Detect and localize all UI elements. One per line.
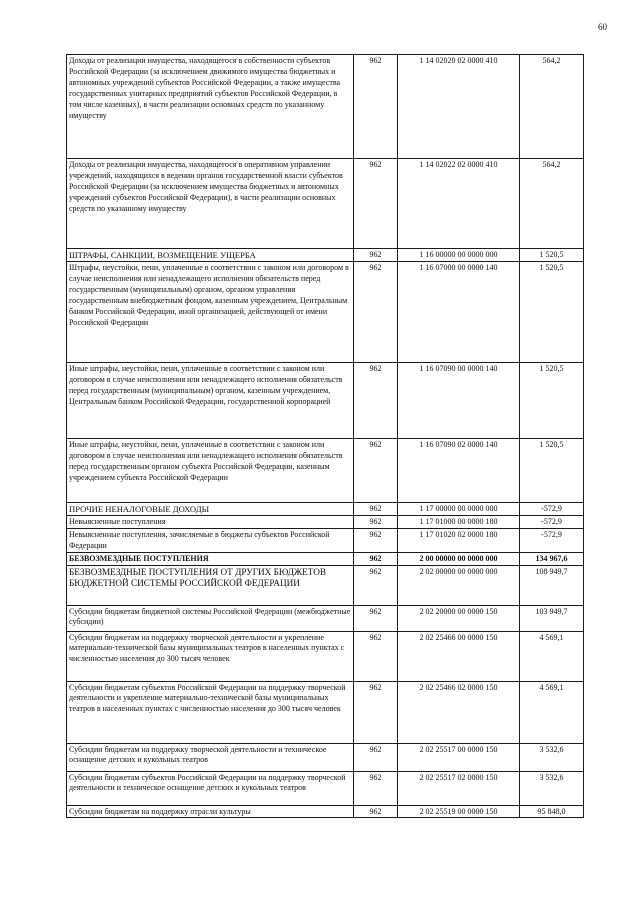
budget-classification-code-cell: 1 17 00000 00 0000 000 (398, 503, 520, 516)
amount-cell: -572,9 (520, 528, 584, 552)
table-row (67, 552, 584, 565)
table-row (67, 743, 584, 771)
table-row (67, 363, 584, 439)
amount-cell: 1 520,5 (520, 439, 584, 503)
administrator-code-cell: 962 (354, 55, 398, 159)
administrator-code-cell: 962 (354, 363, 398, 439)
amount-cell: 95 848,0 (520, 805, 584, 818)
table-row (67, 159, 584, 249)
administrator-code-cell: 962 (354, 805, 398, 818)
amount-cell: 134 967,6 (520, 552, 584, 565)
page-number: 60 (598, 22, 607, 32)
revenue-description-cell: Доходы от реализации имущества, находящегося в собственности субъектов Российской Федерации (за исключением движимого имущества бюджетных и автономных учреждений субъектов Российской Федерации, а также имущества государственных унитарных предприятий субъектов Российской Федерации, в том числе казенных), в части реализации основных средств по указанному имуществу (67, 55, 354, 159)
budget-classification-code-cell: 2 02 00000 00 0000 000 (398, 565, 520, 605)
administrator-code-cell: 962 (354, 681, 398, 743)
table-row (67, 515, 584, 528)
amount-cell: 564,2 (520, 159, 584, 249)
amount-cell: 1 520,5 (520, 262, 584, 363)
amount-cell: 103 949,7 (520, 605, 584, 631)
revenue-table (66, 54, 584, 818)
table-row (67, 805, 584, 818)
budget-classification-code-cell: 2 02 20000 00 0000 150 (398, 605, 520, 631)
revenue-description-cell: Иные штрафы, неустойки, пени, уплаченные в соответствии с законом или договором в случае неисполнения или ненадлежащего исполнения обязательств перед государственным органом субъекта Российской Федерации, казенным учреждением субъекта Российской Федерации (67, 439, 354, 503)
table-row (67, 565, 584, 605)
administrator-code-cell: 962 (354, 771, 398, 805)
revenue-description-cell: Субсидии бюджетам субъектов Российской Федерации на поддержку творческой деятельности и техническое оснащение детских и кукольных театров (67, 771, 354, 805)
table-row (67, 528, 584, 552)
amount-cell: 3 532,6 (520, 771, 584, 805)
administrator-code-cell: 962 (354, 503, 398, 516)
table-row (67, 262, 584, 363)
amount-cell: 564,2 (520, 55, 584, 159)
revenue-description-cell: Субсидии бюджетам на поддержку отрасли культуры (67, 805, 354, 818)
table-row (67, 439, 584, 503)
administrator-code-cell: 962 (354, 528, 398, 552)
revenue-description-cell: БЕЗВОЗМЕЗДНЫЕ ПОСТУПЛЕНИЯ ОТ ДРУГИХ БЮДЖЕТОВ БЮДЖЕТНОЙ СИСТЕМЫ РОССИЙСКОЙ ФЕДЕРАЦИИ (67, 565, 354, 605)
administrator-code-cell: 962 (354, 631, 398, 681)
table-row (67, 631, 584, 681)
table-row (67, 771, 584, 805)
amount-cell: 4 569,1 (520, 631, 584, 681)
budget-classification-code-cell: 2 02 25466 00 0000 150 (398, 631, 520, 681)
table-row (67, 55, 584, 159)
amount-cell: 4 569,1 (520, 681, 584, 743)
administrator-code-cell: 962 (354, 439, 398, 503)
administrator-code-cell: 962 (354, 249, 398, 262)
amount-cell: 1 520,5 (520, 249, 584, 262)
amount-cell: 108 949,7 (520, 565, 584, 605)
budget-classification-code-cell: 1 16 07090 02 0000 140 (398, 439, 520, 503)
administrator-code-cell: 962 (354, 515, 398, 528)
budget-classification-code-cell: 1 14 02020 02 0000 410 (398, 55, 520, 159)
budget-classification-code-cell: 1 16 00000 00 0000 000 (398, 249, 520, 262)
revenue-description-cell: Штрафы, неустойки, пени, уплаченные в соответствии с законом или договором в случае неисполнения или ненадлежащего исполнения обязательств перед государственным (муниципальным) органом, органом управления государственным внебюджетным фондом, казенным учреждением, Центральным банком Российской Федерации, иной организацией, действующей от имени Российской Федерации (67, 262, 354, 363)
revenue-description-cell: БЕЗВОЗМЕЗДНЫЕ ПОСТУПЛЕНИЯ (67, 552, 354, 565)
administrator-code-cell: 962 (354, 565, 398, 605)
budget-classification-code-cell: 2 00 00000 00 0000 000 (398, 552, 520, 565)
budget-classification-code-cell: 2 02 25466 02 0000 150 (398, 681, 520, 743)
administrator-code-cell: 962 (354, 605, 398, 631)
revenue-description-cell: Субсидии бюджетам бюджетной системы Российской Федерации (межбюджетные субсидии) (67, 605, 354, 631)
table-row (67, 503, 584, 516)
administrator-code-cell: 962 (354, 159, 398, 249)
administrator-code-cell: 962 (354, 552, 398, 565)
administrator-code-cell: 962 (354, 262, 398, 363)
revenue-description-cell: Субсидии бюджетам на поддержку творческой деятельности и укрепление материально-технической базы муниципальных театров в населенных пунктах с численностью населения до 300 тысяч человек (67, 631, 354, 681)
budget-classification-code-cell: 1 16 07090 00 0000 140 (398, 363, 520, 439)
budget-classification-code-cell: 2 02 25517 00 0000 150 (398, 743, 520, 771)
revenue-description-cell: Субсидии бюджетам субъектов Российской Федерации на поддержку творческой деятельности и укрепление материально-технической базы муниципальных театров в населенных пунктах с численностью населения до 300 тысяч человек (67, 681, 354, 743)
budget-classification-code-cell: 1 14 02022 02 0000 410 (398, 159, 520, 249)
table-row (67, 605, 584, 631)
revenue-table-body (67, 55, 584, 818)
budget-classification-code-cell: 2 02 25517 02 0000 150 (398, 771, 520, 805)
revenue-description-cell: ШТРАФЫ, САНКЦИИ, ВОЗМЕЩЕНИЕ УЩЕРБА (67, 249, 354, 262)
revenue-description-cell: Невыясненные поступления, зачисляемые в бюджеты субъектов Российской Федерации (67, 528, 354, 552)
table-row (67, 681, 584, 743)
amount-cell: 3 532,6 (520, 743, 584, 771)
budget-classification-code-cell: 2 02 25519 00 0000 150 (398, 805, 520, 818)
revenue-description-cell: ПРОЧИЕ НЕНАЛОГОВЫЕ ДОХОДЫ (67, 503, 354, 516)
revenue-description-cell: Иные штрафы, неустойки, пени, уплаченные в соответствии с законом или договором в случае неисполнения или ненадлежащего исполнения обязательств перед государственным (муниципальным) органом, казенным учреждением, Центральным банком Российской Федерации, государственной корпорацией (67, 363, 354, 439)
revenue-description-cell: Доходы от реализации имущества, находящегося в оперативном управлении учреждений, находящихся в ведении органов государственной власти субъектов Российской Федерации (за исключением имущества бюджетных и автономных учреждений субъектов Российской Федерации), в части реализации основных средств по указанному имуществу (67, 159, 354, 249)
administrator-code-cell: 962 (354, 743, 398, 771)
amount-cell: 1 520,5 (520, 363, 584, 439)
amount-cell: -572,9 (520, 503, 584, 516)
revenue-description-cell: Субсидии бюджетам на поддержку творческой деятельности и техническое оснащение детских и кукольных театров (67, 743, 354, 771)
amount-cell: -572,9 (520, 515, 584, 528)
budget-classification-code-cell: 1 17 01000 00 0000 180 (398, 515, 520, 528)
budget-classification-code-cell: 1 16 07000 00 0000 140 (398, 262, 520, 363)
revenue-description-cell: Невыясненные поступления (67, 515, 354, 528)
table-row (67, 249, 584, 262)
budget-classification-code-cell: 1 17 01020 02 0000 180 (398, 528, 520, 552)
